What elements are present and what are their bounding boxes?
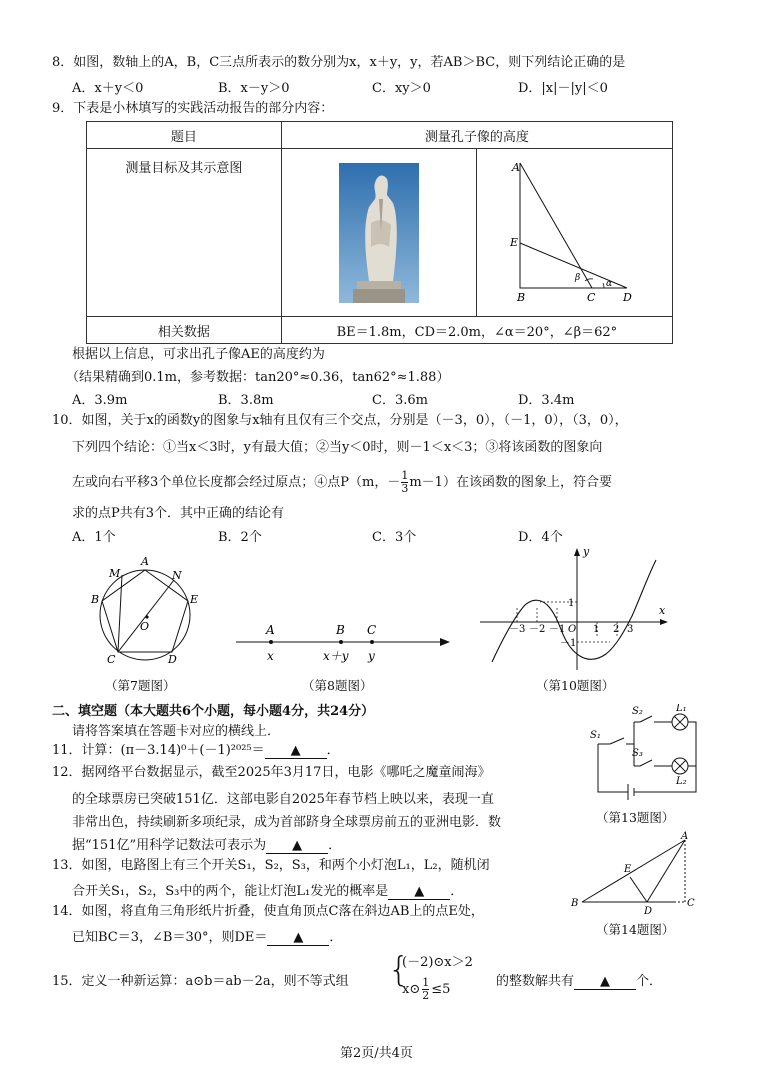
- fig14-label-A: A: [681, 831, 689, 842]
- fig10-tick-1: 1: [593, 624, 600, 635]
- triangle-diagram: [477, 149, 672, 312]
- q13-line2: 合开关S₁，S₂，S₃中的两个，能让灯泡L₁发光的概率是 ▲ ．: [72, 884, 464, 899]
- fig7-label-M: M: [109, 567, 121, 580]
- q10-line4: 求的点P共有3个．其中正确的结论有: [72, 506, 285, 521]
- confucius-statue-image: [281, 149, 476, 317]
- q10-line2: 下列四个结论：①当x＜3时，y有最大值；②当y＜0时，则－1＜x＜3；③将该函数的图象向: [72, 440, 603, 455]
- q8-option-d: D．|x|－|y|＜0: [518, 81, 608, 96]
- fig10-tick-neg3: －3: [509, 624, 526, 635]
- section-2-title: 二、填空题（本大题共6个小题，每小题4分，共24分）: [52, 704, 375, 719]
- fig14-label-B: B: [571, 898, 579, 909]
- fig7-label-A: A: [141, 555, 149, 568]
- q15-prefix: 15．定义一种新运算：a⊙b＝ab－2a，则不等式组: [52, 974, 349, 989]
- statue-photo: [339, 163, 419, 303]
- q9-option-d: D．3.4m: [518, 393, 575, 408]
- fig13-label-S3: S₃: [632, 748, 643, 759]
- q15-ineq2-part1: x⊙: [402, 982, 421, 997]
- q9-question: 根据以上信息，可求出孔子像AE的高度约为: [72, 347, 325, 362]
- q9-option-b: B．3.8m: [218, 393, 274, 408]
- q14-line1: 14．如图，将直角三角形纸片折叠，使直角顶点C落在斜边AB上的点E处，: [52, 904, 484, 919]
- label-E: E: [509, 236, 519, 249]
- table-header-topic: 题目: [87, 122, 282, 149]
- label-beta: β: [574, 273, 581, 283]
- fig7-label-O: O: [140, 620, 150, 633]
- q9-option-c: C．3.6m: [372, 393, 428, 408]
- q10-line3-part2: m－1）在该函数的图象上，符合要: [409, 475, 612, 490]
- table-header-data: 相关数据: [87, 317, 282, 344]
- q15-post-text: 的整数解共有: [496, 974, 575, 989]
- fraction-one-half: [422, 977, 429, 1002]
- section-2-note: 请将答案填在答题卡对应的横线上．: [72, 724, 281, 739]
- q10-line3-part1: 左或向右平移3个单位长度都会经过原点；④点P（m，－: [72, 475, 401, 490]
- half-denominator: 2: [422, 989, 430, 1002]
- caption-figure-7: （第7题图）: [105, 678, 176, 693]
- page-number: 第2页/共4页: [340, 1046, 413, 1061]
- fraction-one-third: [401, 470, 408, 495]
- fig14-label-C: C: [687, 898, 695, 909]
- label-B: B: [516, 291, 526, 304]
- q10-line3: [72, 470, 612, 495]
- caption-figure-8: （第8题图）: [302, 678, 373, 693]
- q12-line3: 非常出色，持续刷新多项纪录，成为首部跻身全球票房前五的亚洲电影．数: [72, 815, 502, 830]
- half-numerator: 1: [422, 976, 430, 989]
- fig10-axis-x: x: [659, 604, 666, 617]
- label-alpha: α: [605, 279, 613, 289]
- q8-stem: 8．如图，数轴上的A，B，C三点所表示的数分别为x，x＋y，y，若AB＞BC，则下列结论正确的是: [52, 55, 626, 70]
- fig7-label-N: N: [172, 569, 182, 582]
- fig7-label-E: E: [190, 593, 199, 606]
- fig10-y-tick-1: 1: [568, 598, 575, 609]
- q9-option-a: A．3.9m: [72, 393, 128, 408]
- caption-figure-14: （第14题图）: [596, 922, 675, 937]
- fraction-numerator: 1: [401, 469, 409, 482]
- fig13-label-L1: L₁: [676, 704, 687, 714]
- figure-10-function-graph: [480, 546, 670, 672]
- table-header-target: 测量目标及其示意图: [87, 149, 282, 317]
- fig13-label-S2: S₂: [632, 706, 643, 717]
- figure-14-folded-triangle: [568, 830, 698, 914]
- q10-option-b: B．2个: [218, 530, 262, 545]
- fig8-label-x: x: [267, 649, 274, 663]
- caption-figure-13: （第13题图）: [596, 810, 675, 825]
- q12-line2: 的全球票房已突破151亿．这部电影自2025年春节档上映以来，表现一直: [72, 792, 494, 807]
- fig14-label-E: E: [624, 864, 632, 875]
- fig10-tick-neg1: －1: [549, 624, 566, 635]
- q12-answer-blank: ▲: [266, 839, 328, 854]
- fig13-label-L2: L₂: [676, 776, 687, 787]
- q10-line1: 10．如图，关于x的函数y的图象与x轴有且仅有三个交点，分别是（－3，0），（－1，0），（3，0），: [52, 413, 628, 428]
- fig8-label-y: y: [368, 649, 375, 663]
- q13-answer-blank: ▲: [388, 885, 450, 900]
- fig8-label-xy: x＋y: [323, 649, 349, 663]
- q8-option-b: B．x－y＞0: [218, 81, 290, 96]
- fig8-label-B: B: [336, 623, 345, 637]
- fig10-origin: O: [568, 624, 577, 635]
- fig10-tick-2: 2: [613, 624, 620, 635]
- q11-text: 11．计算：(π－3.14)⁰＋(－1)²⁰²⁵＝: [52, 743, 265, 758]
- brace-symbol: {: [388, 950, 410, 990]
- label-A: A: [511, 161, 520, 174]
- table-value-topic: 测量孔子像的高度: [281, 122, 672, 149]
- q12-line4-text: 据“151亿”用科学记数法可表示为: [72, 838, 267, 853]
- fig7-label-C: C: [107, 653, 116, 666]
- label-D: D: [622, 291, 632, 304]
- fig10-tick-3: 3: [627, 624, 634, 635]
- fig14-label-D: D: [644, 906, 653, 914]
- q11: 11．计算：(π－3.14)⁰＋(－1)²⁰²⁵＝ ▲ ．: [52, 743, 340, 758]
- q15-suffix: [496, 970, 662, 990]
- fig7-label-B: B: [91, 593, 100, 606]
- q8-option-c: C．xy＞0: [372, 81, 431, 96]
- q14-line2: 已知BC＝3，∠B＝30°，则DE＝ ▲ ．: [72, 930, 343, 945]
- q11-answer-blank: ▲: [265, 744, 327, 759]
- q10-option-a: A．1个: [72, 530, 116, 545]
- fraction-denominator: 3: [401, 482, 409, 495]
- q15-inequality-1: (－2)⊙x＞2: [402, 955, 473, 970]
- q12-line1: 12．据网络平台数据显示，截至2025年3月17日，电影《哪吒之魔童闹海》: [52, 765, 491, 780]
- caption-figure-10: （第10题图）: [536, 678, 615, 693]
- figure-8-number-line: [232, 618, 454, 666]
- fig10-axis-y: y: [583, 546, 590, 558]
- fig10-y-tick-neg1: －1: [560, 638, 577, 649]
- label-C: C: [586, 291, 596, 304]
- q12-line4: 据“151亿”用科学记数法可表示为 ▲ ．: [72, 838, 342, 853]
- q14-answer-blank: ▲: [267, 931, 329, 946]
- fig7-label-D: D: [168, 653, 177, 666]
- q9-stem: 9．下表是小林填写的实践活动报告的部分内容：: [52, 101, 334, 116]
- fig8-label-A: A: [266, 623, 275, 637]
- measurement-diagram: [476, 149, 672, 317]
- q8-option-a: A．x＋y＜0: [72, 81, 144, 96]
- fig10-tick-neg2: －2: [529, 624, 546, 635]
- q15-unit: 个．: [636, 974, 663, 989]
- table-value-data: BE＝1.8m，CD＝2.0m，∠α＝20°，∠β＝62°: [281, 317, 672, 344]
- q15-inequality-2: [402, 977, 450, 1002]
- q13-line1: 13．如图，电路图上有三个开关S₁，S₂，S₃，和两个小灯泡L₁，L₂，随机闭: [52, 858, 490, 873]
- figure-7-circle-pentagon: [84, 553, 214, 671]
- q10-option-d: D．4个: [518, 530, 563, 545]
- q13-line2-text: 合开关S₁，S₂，S₃中的两个，能让灯泡L₁发光的概率是: [72, 884, 389, 899]
- fig8-label-C: C: [367, 623, 377, 637]
- fig13-label-S1: S₁: [590, 730, 601, 741]
- figure-13-circuit: [588, 704, 704, 802]
- report-table: [86, 121, 673, 344]
- q9-precision-note: （结果精确到0.1m，参考数据：tan20°≈0.36，tan62°≈1.88）: [66, 370, 450, 385]
- q15-ineq2-part2: ≤5: [431, 982, 451, 997]
- q10-option-c: C．3个: [372, 530, 417, 545]
- q14-line2-text: 已知BC＝3，∠B＝30°，则DE＝: [72, 930, 268, 945]
- q15-answer-blank: ▲: [574, 975, 636, 990]
